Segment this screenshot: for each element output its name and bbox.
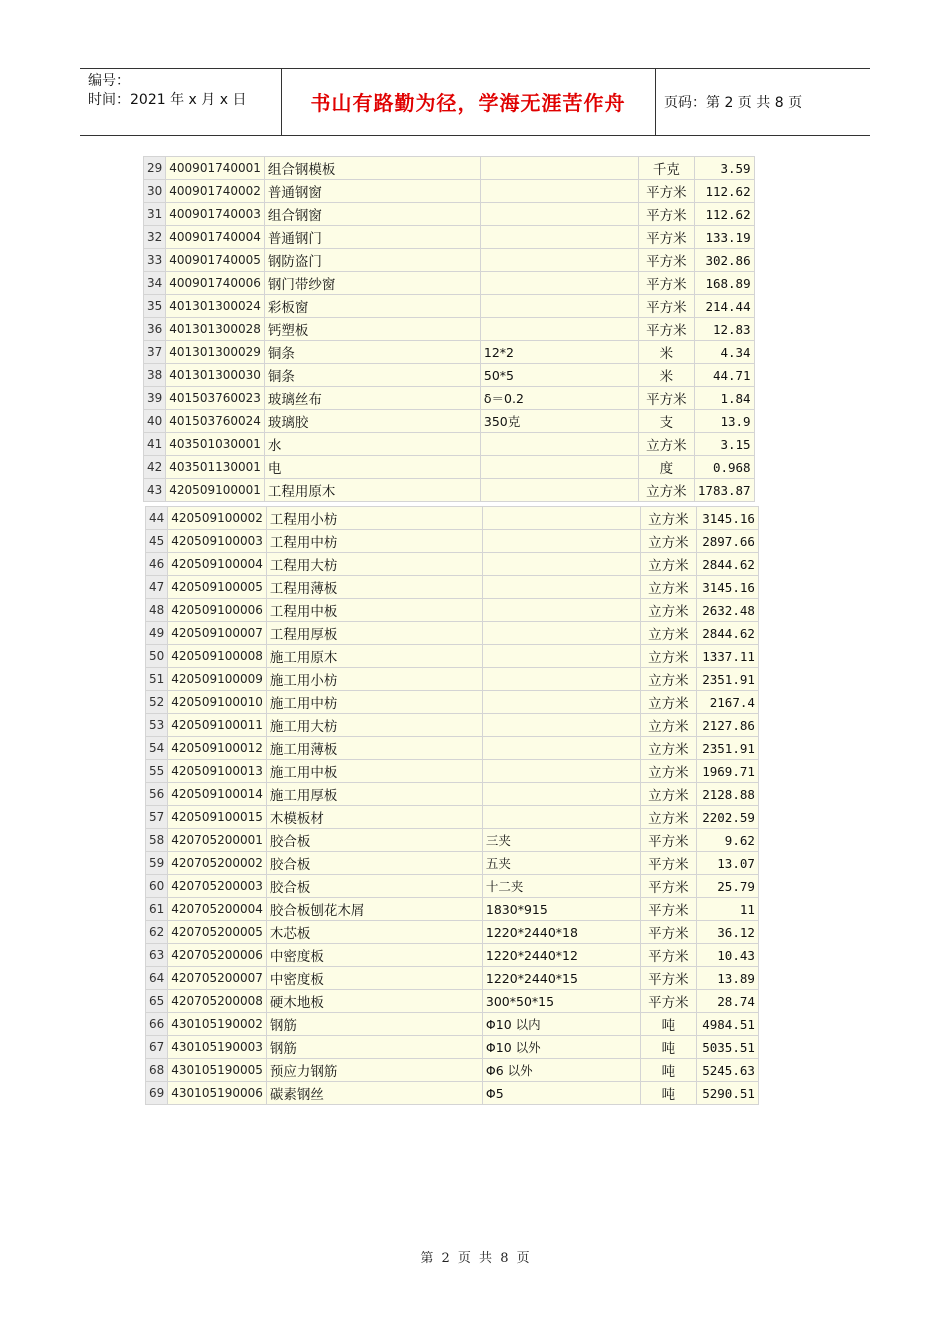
material-name: 普通钢门: [264, 226, 480, 249]
material-code: 420509100012: [168, 737, 267, 760]
material-code: 420509100010: [168, 691, 267, 714]
material-code: 401301300030: [166, 364, 265, 387]
material-name: 彩板窗: [264, 295, 480, 318]
material-unit: 立方米: [640, 645, 696, 668]
material-spec: Φ10 以内: [482, 1013, 640, 1036]
material-unit: 度: [638, 456, 694, 479]
material-name: 施工用小枋: [266, 668, 482, 691]
material-code: 400901740004: [166, 226, 265, 249]
material-name: 胶合板: [266, 852, 482, 875]
material-name: 工程用中枋: [266, 530, 482, 553]
table-row: [146, 1013, 759, 1036]
material-unit: 米: [638, 364, 694, 387]
material-code: 400901740005: [166, 249, 265, 272]
material-price: 2167.4: [696, 691, 758, 714]
row-number: 33: [144, 249, 166, 272]
material-name: 硬木地板: [266, 990, 482, 1013]
material-unit: 平方米: [638, 180, 694, 203]
material-price: 1.84: [694, 387, 754, 410]
material-spec: [482, 714, 640, 737]
material-name: 玻璃胶: [264, 410, 480, 433]
material-unit: 米: [638, 341, 694, 364]
material-spec: δ＝0.2: [480, 387, 638, 410]
row-number: 34: [144, 272, 166, 295]
material-spec: [482, 576, 640, 599]
material-code: 401301300024: [166, 295, 265, 318]
row-number: 62: [146, 921, 168, 944]
material-spec: [480, 272, 638, 295]
material-name: 预应力钢筋: [266, 1059, 482, 1082]
material-price: 2632.48: [696, 599, 758, 622]
material-price: 2128.88: [696, 783, 758, 806]
material-name: 胶合板: [266, 829, 482, 852]
material-name: 钢防盗门: [264, 249, 480, 272]
material-name: 工程用原木: [264, 479, 480, 502]
material-price: 10.43: [696, 944, 758, 967]
material-price: 13.89: [696, 967, 758, 990]
table-row: [144, 341, 755, 364]
material-price: 25.79: [696, 875, 758, 898]
header-divider: [655, 68, 656, 135]
row-number: 56: [146, 783, 168, 806]
material-name: 施工用大枋: [266, 714, 482, 737]
material-code: 400901740006: [166, 272, 265, 295]
material-price: 1969.71: [696, 760, 758, 783]
row-number: 53: [146, 714, 168, 737]
row-number: 49: [146, 622, 168, 645]
material-unit: 立方米: [640, 691, 696, 714]
row-number: 64: [146, 967, 168, 990]
material-code: 420509100011: [168, 714, 267, 737]
row-number: 35: [144, 295, 166, 318]
material-code: 420509100001: [166, 479, 265, 502]
material-name: 普通钢窗: [264, 180, 480, 203]
material-code: 401301300028: [166, 318, 265, 341]
material-spec: [482, 760, 640, 783]
document-date: 时间：2021 年 x 月 x 日: [88, 92, 247, 108]
material-name: 施工用中板: [266, 760, 482, 783]
row-number: 52: [146, 691, 168, 714]
material-name: 木模板材: [266, 806, 482, 829]
material-price: 2202.59: [696, 806, 758, 829]
row-number: 65: [146, 990, 168, 1013]
material-price: 3145.16: [696, 507, 758, 530]
material-code: 430105190003: [168, 1036, 267, 1059]
material-name: 工程用中板: [266, 599, 482, 622]
table-row: [146, 875, 759, 898]
table-row: [146, 576, 759, 599]
material-code: 401503760024: [166, 410, 265, 433]
material-spec: [482, 599, 640, 622]
table-row: [144, 410, 755, 433]
material-unit: 千克: [638, 157, 694, 180]
material-price: 36.12: [696, 921, 758, 944]
material-unit: 吨: [640, 1082, 696, 1105]
material-code: 420509100013: [168, 760, 267, 783]
material-name: 胶合板: [266, 875, 482, 898]
row-number: 38: [144, 364, 166, 387]
material-name: 铜条: [264, 364, 480, 387]
table-row: [146, 944, 759, 967]
table-row: [144, 433, 755, 456]
header-bottom-rule: [80, 135, 870, 136]
material-code: 420509100004: [168, 553, 267, 576]
material-price: 2351.91: [696, 668, 758, 691]
material-code: 420705200005: [168, 921, 267, 944]
table-row: [146, 829, 759, 852]
material-code: 420509100009: [168, 668, 267, 691]
material-code: 420509100008: [168, 645, 267, 668]
material-name: 胶合板刨花木屑: [266, 898, 482, 921]
table-row: [146, 967, 759, 990]
price-table-2: [145, 506, 759, 1105]
material-unit: 立方米: [640, 737, 696, 760]
material-price: 214.44: [694, 295, 754, 318]
material-name: 施工用薄板: [266, 737, 482, 760]
material-name: 中密度板: [266, 967, 482, 990]
material-price: 112.62: [694, 180, 754, 203]
row-number: 50: [146, 645, 168, 668]
row-number: 63: [146, 944, 168, 967]
material-price: 3.59: [694, 157, 754, 180]
material-code: 420509100014: [168, 783, 267, 806]
material-name: 施工用中枋: [266, 691, 482, 714]
row-number: 55: [146, 760, 168, 783]
material-spec: 十二夹: [482, 875, 640, 898]
material-code: 400901740002: [166, 180, 265, 203]
material-price: 13.9: [694, 410, 754, 433]
material-price: 13.07: [696, 852, 758, 875]
header-motto: 书山有路勤为径，学海无涯苦作舟: [310, 91, 626, 115]
material-code: 420705200002: [168, 852, 267, 875]
material-unit: 立方米: [640, 507, 696, 530]
material-name: 碳素钢丝: [266, 1082, 482, 1105]
row-number: 60: [146, 875, 168, 898]
material-spec: 五夹: [482, 852, 640, 875]
material-code: 420705200004: [168, 898, 267, 921]
material-name: 玻璃丝布: [264, 387, 480, 410]
table-row: [144, 249, 755, 272]
material-unit: 立方米: [640, 714, 696, 737]
material-spec: 1220*2440*18: [482, 921, 640, 944]
material-code: 420705200008: [168, 990, 267, 1013]
material-code: 403501030001: [166, 433, 265, 456]
material-spec: [480, 203, 638, 226]
price-table-1: [143, 156, 755, 502]
material-spec: 1830*915: [482, 898, 640, 921]
material-unit: 立方米: [640, 530, 696, 553]
material-spec: [482, 622, 640, 645]
row-number: 40: [144, 410, 166, 433]
material-unit: 立方米: [640, 576, 696, 599]
material-code: 420509100003: [168, 530, 267, 553]
material-spec: [480, 433, 638, 456]
material-price: 133.19: [694, 226, 754, 249]
header-page-info: 页码：第 2 页 共 8 页: [664, 95, 803, 111]
material-name: 组合钢模板: [264, 157, 480, 180]
material-name: 组合钢窗: [264, 203, 480, 226]
table-row: [146, 530, 759, 553]
table-row: [146, 668, 759, 691]
material-price: 44.71: [694, 364, 754, 387]
material-price: 2351.91: [696, 737, 758, 760]
row-number: 43: [144, 479, 166, 502]
material-spec: [480, 295, 638, 318]
material-spec: Φ10 以外: [482, 1036, 640, 1059]
material-name: 电: [264, 456, 480, 479]
row-number: 57: [146, 806, 168, 829]
material-code: 420509100007: [168, 622, 267, 645]
table-row: [144, 157, 755, 180]
material-price: 0.968: [694, 456, 754, 479]
material-price: 9.62: [696, 829, 758, 852]
material-spec: [482, 507, 640, 530]
material-code: 420509100006: [168, 599, 267, 622]
material-code: 430105190005: [168, 1059, 267, 1082]
row-number: 61: [146, 898, 168, 921]
material-unit: 平方米: [638, 387, 694, 410]
table-row: [146, 898, 759, 921]
material-price: 5290.51: [696, 1082, 758, 1105]
material-unit: 平方米: [640, 990, 696, 1013]
row-number: 39: [144, 387, 166, 410]
material-spec: 1220*2440*12: [482, 944, 640, 967]
material-code: 430105190006: [168, 1082, 267, 1105]
material-code: 401301300029: [166, 341, 265, 364]
table-row: [144, 180, 755, 203]
material-spec: [480, 249, 638, 272]
table-row: [144, 318, 755, 341]
material-unit: 立方米: [638, 479, 694, 502]
material-spec: [480, 180, 638, 203]
material-code: 430105190002: [168, 1013, 267, 1036]
material-unit: 平方米: [640, 921, 696, 944]
material-unit: 立方米: [640, 668, 696, 691]
material-price: 1783.87: [694, 479, 754, 502]
material-spec: [482, 553, 640, 576]
material-unit: 立方米: [640, 783, 696, 806]
material-unit: 平方米: [638, 318, 694, 341]
material-name: 中密度板: [266, 944, 482, 967]
table-row: [146, 691, 759, 714]
table-row: [146, 1036, 759, 1059]
material-spec: [482, 737, 640, 760]
material-spec: Φ5: [482, 1082, 640, 1105]
material-code: 420705200006: [168, 944, 267, 967]
table-row: [146, 1059, 759, 1082]
row-number: 36: [144, 318, 166, 341]
table-row: [144, 203, 755, 226]
row-number: 30: [144, 180, 166, 203]
material-price: 112.62: [694, 203, 754, 226]
material-spec: 350克: [480, 410, 638, 433]
material-unit: 支: [638, 410, 694, 433]
table-row: [146, 645, 759, 668]
material-unit: 平方米: [640, 829, 696, 852]
table-row: [146, 990, 759, 1013]
material-unit: 立方米: [640, 806, 696, 829]
material-unit: 平方米: [638, 272, 694, 295]
material-code: 420509100002: [168, 507, 267, 530]
material-spec: [480, 479, 638, 502]
material-unit: 平方米: [638, 295, 694, 318]
material-price: 2844.62: [696, 553, 758, 576]
material-unit: 吨: [640, 1036, 696, 1059]
material-spec: 50*5: [480, 364, 638, 387]
material-price: 302.86: [694, 249, 754, 272]
material-spec: [480, 456, 638, 479]
material-unit: 吨: [640, 1059, 696, 1082]
material-spec: [480, 226, 638, 249]
row-number: 31: [144, 203, 166, 226]
table-row: [144, 272, 755, 295]
material-price: 3.15: [694, 433, 754, 456]
material-code: 420509100005: [168, 576, 267, 599]
row-number: 58: [146, 829, 168, 852]
row-number: 32: [144, 226, 166, 249]
table-row: [144, 456, 755, 479]
material-price: 168.89: [694, 272, 754, 295]
table-row: [146, 622, 759, 645]
material-code: 420705200007: [168, 967, 267, 990]
material-code: 420509100015: [168, 806, 267, 829]
material-unit: 平方米: [640, 898, 696, 921]
row-number: 54: [146, 737, 168, 760]
table-row: [146, 1082, 759, 1105]
row-number: 68: [146, 1059, 168, 1082]
material-unit: 立方米: [640, 553, 696, 576]
row-number: 37: [144, 341, 166, 364]
material-name: 水: [264, 433, 480, 456]
material-spec: [482, 783, 640, 806]
table-row: [146, 737, 759, 760]
material-unit: 平方米: [638, 226, 694, 249]
material-unit: 平方米: [638, 249, 694, 272]
material-name: 钢门带纱窗: [264, 272, 480, 295]
material-unit: 立方米: [638, 433, 694, 456]
table-row: [146, 783, 759, 806]
row-number: 46: [146, 553, 168, 576]
row-number: 45: [146, 530, 168, 553]
material-name: 钢筋: [266, 1013, 482, 1036]
row-number: 59: [146, 852, 168, 875]
table-row: [146, 852, 759, 875]
material-spec: 1220*2440*15: [482, 967, 640, 990]
material-unit: 平方米: [638, 203, 694, 226]
row-number: 67: [146, 1036, 168, 1059]
material-price: 4984.51: [696, 1013, 758, 1036]
material-name: 工程用小枋: [266, 507, 482, 530]
material-code: 400901740001: [166, 157, 265, 180]
material-name: 木芯板: [266, 921, 482, 944]
material-unit: 平方米: [640, 852, 696, 875]
material-spec: [482, 806, 640, 829]
material-spec: [482, 691, 640, 714]
material-name: 工程用厚板: [266, 622, 482, 645]
material-unit: 立方米: [640, 622, 696, 645]
material-code: 401503760023: [166, 387, 265, 410]
material-price: 11: [696, 898, 758, 921]
table-row: [144, 479, 755, 502]
material-spec: 三夹: [482, 829, 640, 852]
row-number: 44: [146, 507, 168, 530]
table-row: [144, 295, 755, 318]
table-row: [146, 714, 759, 737]
material-spec: [482, 645, 640, 668]
material-spec: 300*50*15: [482, 990, 640, 1013]
material-name: 钙塑板: [264, 318, 480, 341]
material-unit: 立方米: [640, 599, 696, 622]
material-code: 420705200001: [168, 829, 267, 852]
material-price: 2127.86: [696, 714, 758, 737]
table-row: [146, 553, 759, 576]
material-price: 2897.66: [696, 530, 758, 553]
row-number: 47: [146, 576, 168, 599]
material-name: 钢筋: [266, 1036, 482, 1059]
material-unit: 吨: [640, 1013, 696, 1036]
material-spec: [480, 157, 638, 180]
material-spec: [480, 318, 638, 341]
header-meta: [88, 72, 246, 110]
table-row: [144, 364, 755, 387]
table-row: [146, 921, 759, 944]
row-number: 66: [146, 1013, 168, 1036]
row-number: 41: [144, 433, 166, 456]
material-spec: [482, 668, 640, 691]
table-row: [144, 387, 755, 410]
table-row: [146, 760, 759, 783]
row-number: 51: [146, 668, 168, 691]
material-name: 工程用薄板: [266, 576, 482, 599]
material-name: 施工用厚板: [266, 783, 482, 806]
table-row: [146, 806, 759, 829]
row-number: 48: [146, 599, 168, 622]
material-code: 400901740003: [166, 203, 265, 226]
material-price: 12.83: [694, 318, 754, 341]
material-name: 施工用原木: [266, 645, 482, 668]
material-price: 28.74: [696, 990, 758, 1013]
material-unit: 平方米: [640, 875, 696, 898]
material-code: 420705200003: [168, 875, 267, 898]
row-number: 42: [144, 456, 166, 479]
row-number: 29: [144, 157, 166, 180]
material-spec: 12*2: [480, 341, 638, 364]
page-footer: 第 2 页 共 8 页: [420, 1251, 530, 1266]
material-price: 5245.63: [696, 1059, 758, 1082]
material-code: 403501130001: [166, 456, 265, 479]
material-price: 1337.11: [696, 645, 758, 668]
material-spec: [482, 530, 640, 553]
table-row: [146, 507, 759, 530]
material-price: 5035.51: [696, 1036, 758, 1059]
document-number-label: 编号：: [88, 73, 130, 89]
material-unit: 平方米: [640, 944, 696, 967]
material-price: 3145.16: [696, 576, 758, 599]
table-row: [144, 226, 755, 249]
material-spec: Φ6 以外: [482, 1059, 640, 1082]
material-price: 2844.62: [696, 622, 758, 645]
material-name: 铜条: [264, 341, 480, 364]
material-price: 4.34: [694, 341, 754, 364]
row-number: 69: [146, 1082, 168, 1105]
table-row: [146, 599, 759, 622]
material-unit: 平方米: [640, 967, 696, 990]
material-unit: 立方米: [640, 760, 696, 783]
material-name: 工程用大枋: [266, 553, 482, 576]
